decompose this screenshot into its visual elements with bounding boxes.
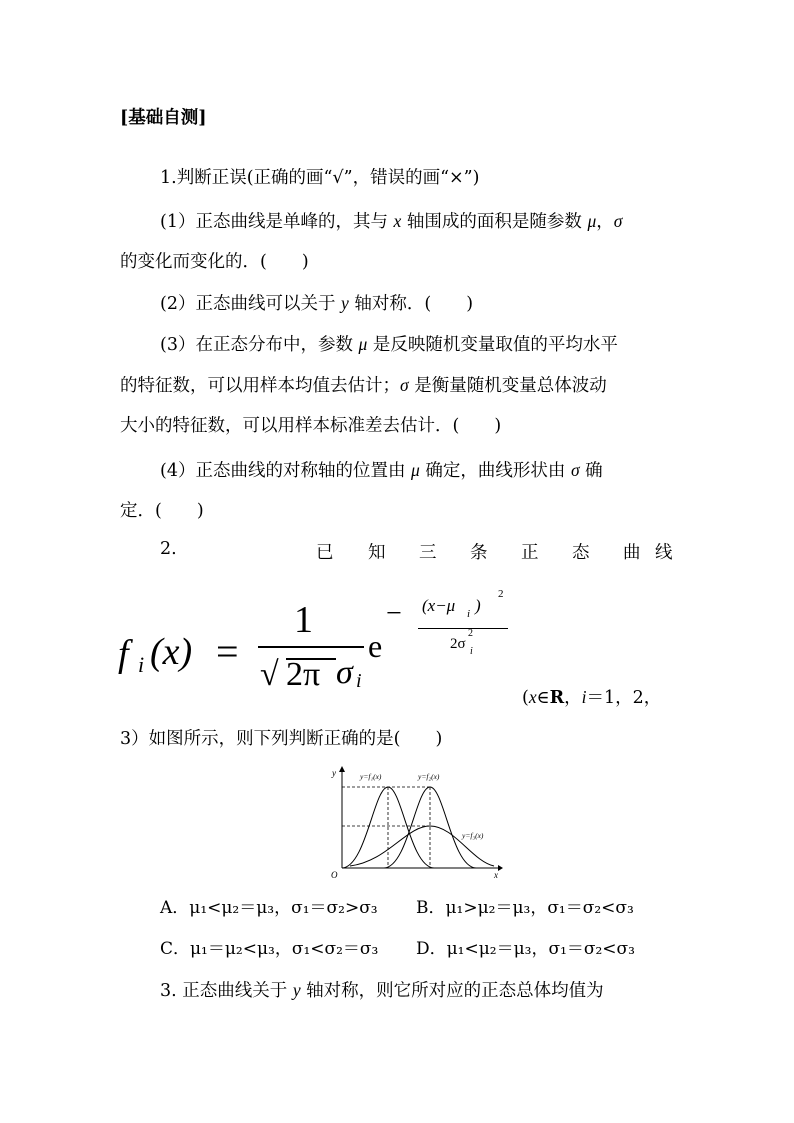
x-axis-label: x: [494, 870, 498, 880]
section-heading: [基础自测]: [120, 108, 207, 128]
q1-statement-3-line-2: 的特征数，可以用样本均值去估计；σ 是衡量随机变量总体波动: [120, 375, 607, 396]
curve-f2-label: y=f₂(x): [418, 772, 440, 781]
q1-statement-3-line-3: 大小的特征数，可以用样本标准差去估计．( ): [120, 416, 502, 436]
option-d: D．μ₁<μ₂＝μ₃，σ₁＝σ₂<σ₃: [416, 939, 635, 959]
q2-number: 2.: [160, 539, 177, 559]
q1-statement-1-line-1: (1）正态曲线是单峰的，其与 x 轴围成的面积是随参数 μ，σ: [160, 211, 623, 232]
option-a: A．μ₁<μ₂＝μ₃，σ₁＝σ₂>σ₃: [160, 898, 378, 918]
q3-text: 3. 正态曲线关于 y 轴对称，则它所对应的正态总体均值为: [160, 980, 604, 1001]
q2-line-2: 3）如图所示，则下列判断正确的是( ): [120, 729, 443, 749]
q2-char-4: 条: [470, 543, 488, 563]
y-axis-arrow: [339, 766, 345, 772]
formula-domain: (x∈R，i＝1，2，: [522, 687, 662, 708]
q1-statement-4-line-1: (4）正态曲线的对称轴的位置由 μ 确定，曲线形状由 σ 确: [160, 460, 603, 481]
curve-f3-label: y=f₃(x): [462, 831, 484, 840]
y-axis-label: y: [332, 768, 336, 778]
q1-statement-3-line-1: (3）在正态分布中，参数 μ 是反映随机变量取值的平均水平: [160, 334, 618, 355]
q2-char-1: 已: [316, 543, 334, 563]
option-c: C．μ₁＝μ₂<μ₃，σ₁<σ₂＝σ₃: [160, 939, 379, 959]
q2-char-8: 线: [655, 543, 673, 563]
q2-char-7: 曲: [623, 543, 641, 563]
curve-f1-label: y=f₁(x): [360, 772, 382, 781]
q1-statement-4-line-2: 定．( ): [120, 501, 204, 521]
q2-char-3: 三: [419, 543, 437, 563]
q1-intro: 1.判断正误(正确的画“√”，错误的画“×”): [160, 168, 480, 188]
q2-char-6: 态: [572, 543, 590, 563]
normal-curves-figure: [326, 765, 504, 880]
q1-statement-1-line-2: 的变化而变化的．( ): [120, 252, 309, 272]
q1-statement-2: (2）正态曲线可以关于 y 轴对称．( ): [160, 293, 474, 314]
option-b: B．μ₁>μ₂＝μ₃，σ₁＝σ₂<σ₃: [416, 898, 634, 918]
q2-char-2: 知: [368, 543, 386, 563]
fraction-bar: [258, 646, 364, 648]
exponent-fraction-bar: [418, 628, 508, 629]
origin-label: O: [331, 870, 338, 880]
x-axis-arrow: [498, 865, 503, 871]
q2-char-5: 正: [521, 543, 539, 563]
